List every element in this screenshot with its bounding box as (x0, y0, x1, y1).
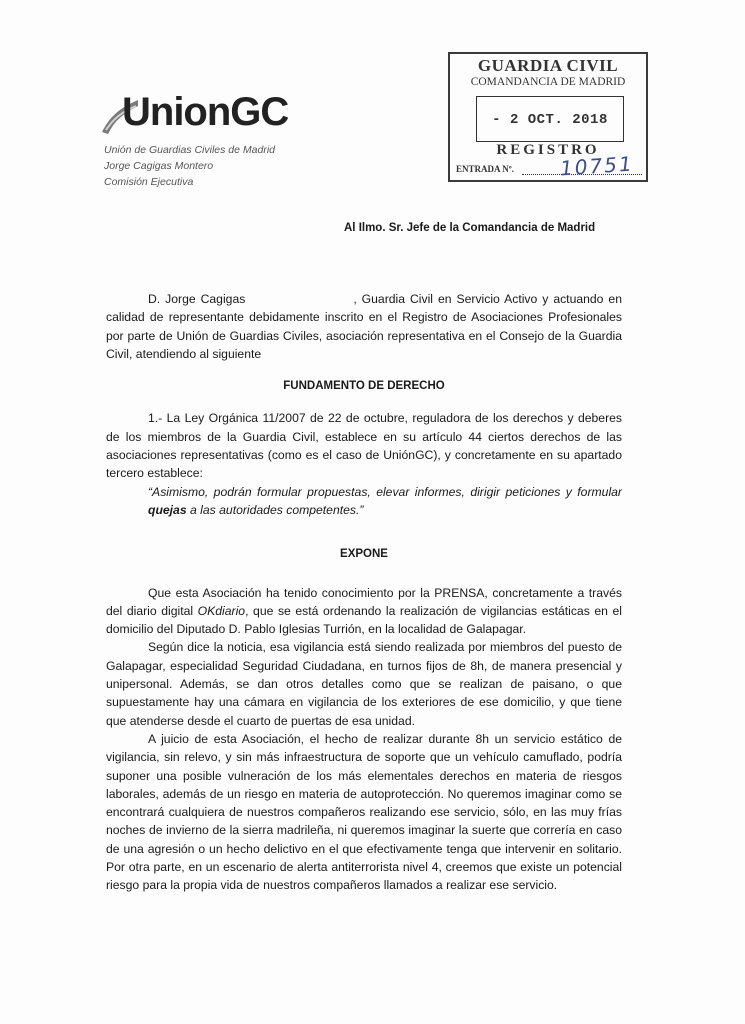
uniongc-logo (100, 86, 330, 138)
registry-stamp (448, 52, 648, 182)
stamp-entrada-label: ENTRADA Nº. (456, 164, 514, 174)
expone-heading: EXPONE (340, 548, 388, 561)
stamp-date: - 2 OCT. 2018 (476, 96, 624, 142)
fundamento-heading: FUNDAMENTO DE DERECHO (283, 380, 445, 393)
stamp-title: GUARDIA CIVIL (477, 56, 619, 75)
organization-block (104, 142, 275, 190)
stamp-entry-number: 10751 (559, 151, 635, 181)
intro-rest: , Guardia Civil en Servicio Activo y actuando en calidad de representante debidamente inscrito en el Registro de Asociaciones Profesionales por parte de Unión de Guardias Civiles, asociación representativa en el Consejo de la Guardia Civil, atendiendo al siguiente (106, 292, 622, 361)
quote-emphasis: quejas (148, 502, 187, 517)
signatory-name: Jorge Cagigas Montero (104, 160, 214, 172)
fundamento-paragraph: 1.- La Ley Orgánica 11/2007 de 22 de octubre, reguladora de los derechos y deberes de los miembros de la Guardia Civil, establece en su artículo 44 ciertos derechos de las asociaciones representativas (como es el caso de UniónGC), y concretamente en su apartado tercero establece: (106, 411, 622, 481)
stamp-registro: REGISTRO (496, 142, 600, 158)
intro-name: D. Jorge Cagigas (148, 292, 246, 306)
expone-paragraph-2: Según dice la noticia, esa vigilancia está siendo realizada por miembros del puesto de Galapagar, especialidad Seguridad Ciudadana, en turnos fijos de 8h, de manera presencial y unipersonal. Además, se dan otros detalles como que se realizan de paisano, o que supuestamente hay una cámara en vigilancia de los exteriores de ese domicilio, y que tiene que atenderse desde el cuarto de puertas de esa unidad. (106, 640, 622, 728)
newspaper-name: OKdiario (197, 603, 246, 618)
organization-name: Unión de Guardias Civiles de Madrid (104, 144, 275, 156)
addressee: Al Ilmo. Sr. Jefe de la Comandancia de Madrid (344, 222, 596, 234)
logo-text: UnionGC (122, 90, 289, 134)
document-body (106, 290, 622, 895)
stamp-subtitle: COMANDANCIA DE MADRID (470, 76, 626, 88)
intro-paragraph (106, 290, 622, 363)
committee-name: Comisión Ejecutiva (104, 176, 194, 188)
expone-paragraph-3: A juicio de esta Asociación, el hecho de realizar durante 8h un servicio estático de vigilancia, sin relevo, y sin más infraestructura de soporte que un vehículo camuflado, podría suponer una posible vulneración de los más elementales derechos en materia de riesgos laborales, además de un riesgo en materia de autoprotección. No queremos imaginar como se encontrará cualquiera de nuestros compañeros realizando ese servicio, sólo, en las muy frías noches de invierno de la sierra madrileña, ni queremos imaginar la suerte que correría en caso de una agresión o un hecho delictivo en el que efectivamente tenga que intervenir en solitario. Por otra parte, en un escenario de alerta antiterrorista nivel 4, creemos que existe un potencial riesgo para la propia vida de nuestros compañeros llamados a realizar ese servicio. (106, 731, 622, 893)
legal-quote: “Asimismo, podrán formular propuestas, elevar informes, dirigir peticiones y formular quejas a las autoridades competentes.” (148, 484, 622, 517)
expone-paragraph-1: Que esta Asociación ha tenido conocimiento por la PRENSA, concretamente a través del diario digital OKdiario, que se está ordenando la realización de vigilancias estáticas en el domicilio del Diputado D. Pablo Iglesias Turrión, en la localidad de Galapagar. (106, 585, 622, 637)
